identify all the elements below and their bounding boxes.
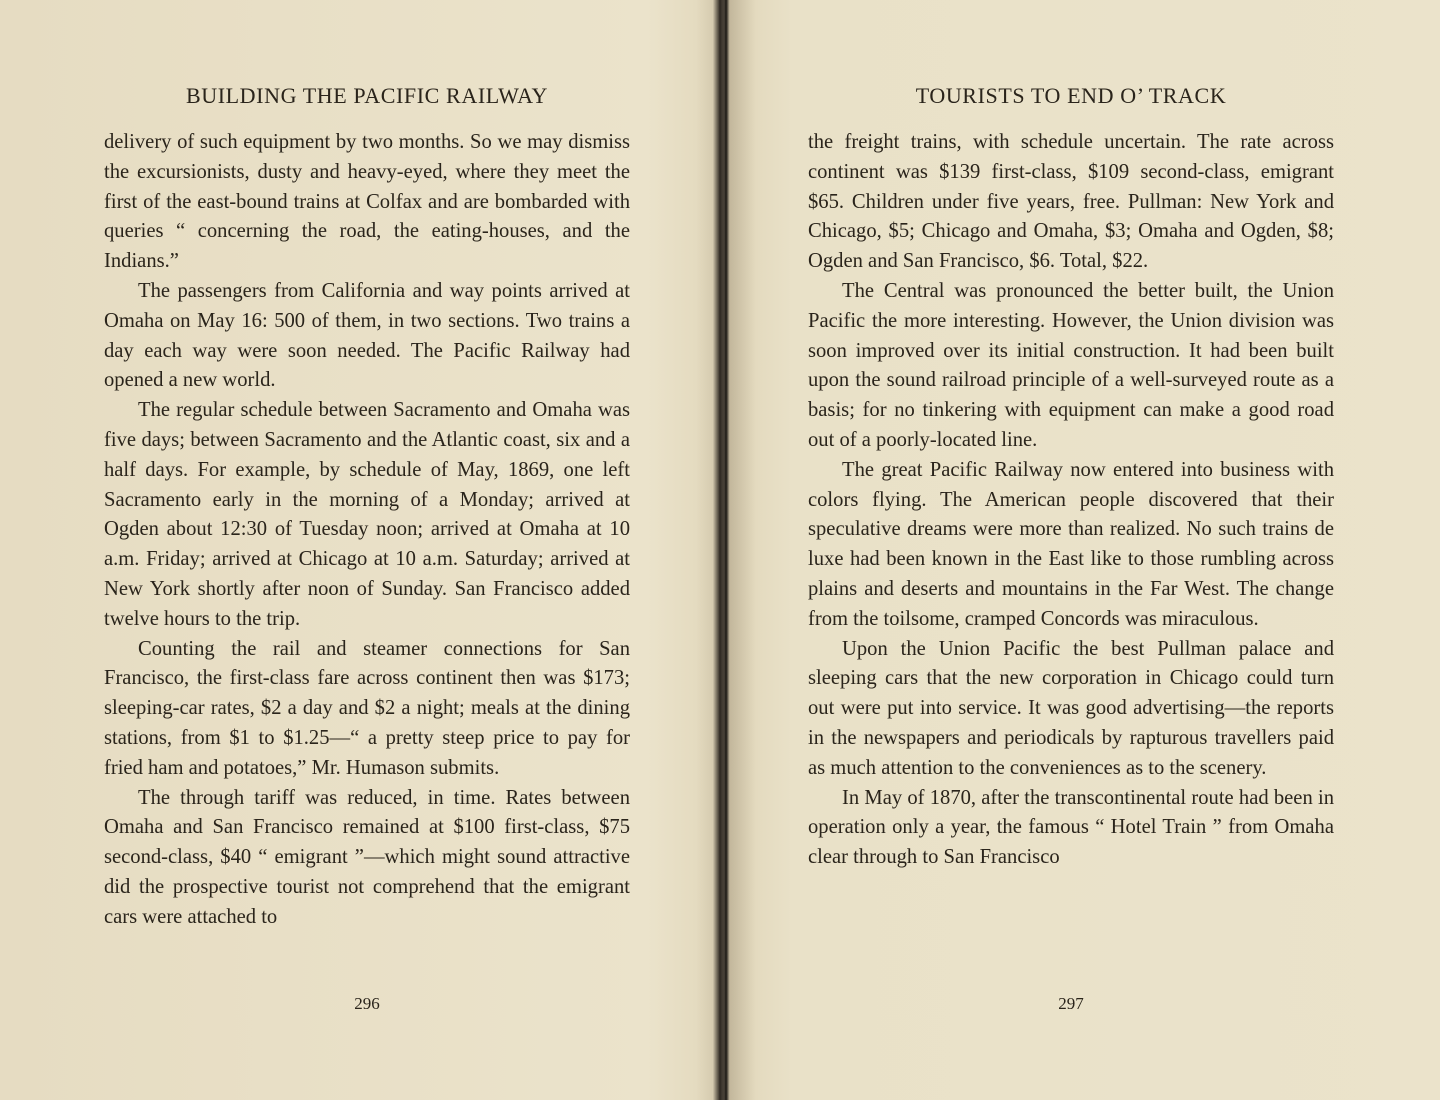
paragraph: In May of 1870, after the transcontinental route had been in operation only a year, the famous “ Hotel Train ” from Omaha clear through to San Francisco (808, 786, 1334, 869)
page-number-right: 297 (1058, 994, 1084, 1013)
body-text-right (808, 128, 1334, 873)
paragraph: delivery of such equipment by two months. So we may dismiss the excursionists, dusty and heavy-eyed, where they meet the first of the east-bound trains at Colfax and are bombarded with queries “ concerning the road, the eating-houses, and the Indians.” (104, 131, 630, 273)
paragraph: The regular schedule between Sacramento and Omaha was five days; between Sacramento and the Atlantic coast, six and a half days. For example, by schedule of May, 1869, one left Sacramento early in the morning of a Monday; arrived at Ogden about 12:30 of Tuesday noon; arrived at Omaha at 10 a.m. Friday; arrived at Chicago at 10 a.m. Saturday; arrived at New York shortly after noon of Sunday. San Francisco added twelve hours to the trip. (104, 399, 630, 630)
paragraph: Upon the Union Pacific the best Pullman palace and sleeping cars that the new corporation in Chicago could turn out were put into service. It was good advertising—the reports in the newspapers and periodicals by rapturous travellers paid as much attention to the conveniences as to the scenery. (808, 637, 1334, 779)
right-page (720, 0, 1440, 1100)
paragraph: the freight trains, with schedule uncertain. The rate across continent was $139 first-class, $109 second-class, emigrant $65. Children under five years, free. Pullman: New York and Chicago, $5; Chicago and Omaha, $3; Omaha and Ogden, $8; Ogden and San Francisco, $6. Total, $22. (808, 131, 1334, 273)
page-number-left: 296 (354, 994, 380, 1013)
paragraph: The great Pacific Railway now entered into business with colors flying. The American people discovered that their speculative dreams were more than realized. No such trains de luxe had been known in the East like to those rumbling across plains and deserts and mountains in the Far West. The change from the toilsome, cramped Concords was miraculous. (808, 458, 1334, 630)
paragraph: The Central was pronounced the better built, the Union Pacific the more interesting. However, the Union division was soon improved over its initial construction. It had been built upon the sound railroad principle of a well-surveyed route as a basis; for no tinkering with equipment can make a good road out of a poorly-located line. (808, 279, 1334, 451)
body-text-left (104, 128, 630, 933)
paragraph: Counting the rail and steamer connections for San Francisco, the first-class fare across continent then was $173; sleeping-car rates, $2 a day and $2 a night; meals at the dining stations, from $1 to $1.25—“ a pretty steep price to pay for fried ham and potatoes,” Mr. Humason submits. (104, 637, 630, 779)
paragraph: The passengers from California and way points arrived at Omaha on May 16: 500 of them, in two sections. Two trains a day each way were soon needed. The Pacific Railway had opened a new world. (104, 279, 630, 392)
running-head-left: BUILDING THE PACIFIC RAILWAY (185, 83, 549, 108)
running-head-right: TOURISTS TO END O’ TRACK (915, 83, 1227, 108)
paragraph: The through tariff was reduced, in time. Rates between Omaha and San Francisco remained at $100 first-class, $75 second-class, $40 “ emigrant ”—which might sound attractive did the prospective tourist not comprehend that the emigrant cars were attached to (104, 786, 630, 928)
